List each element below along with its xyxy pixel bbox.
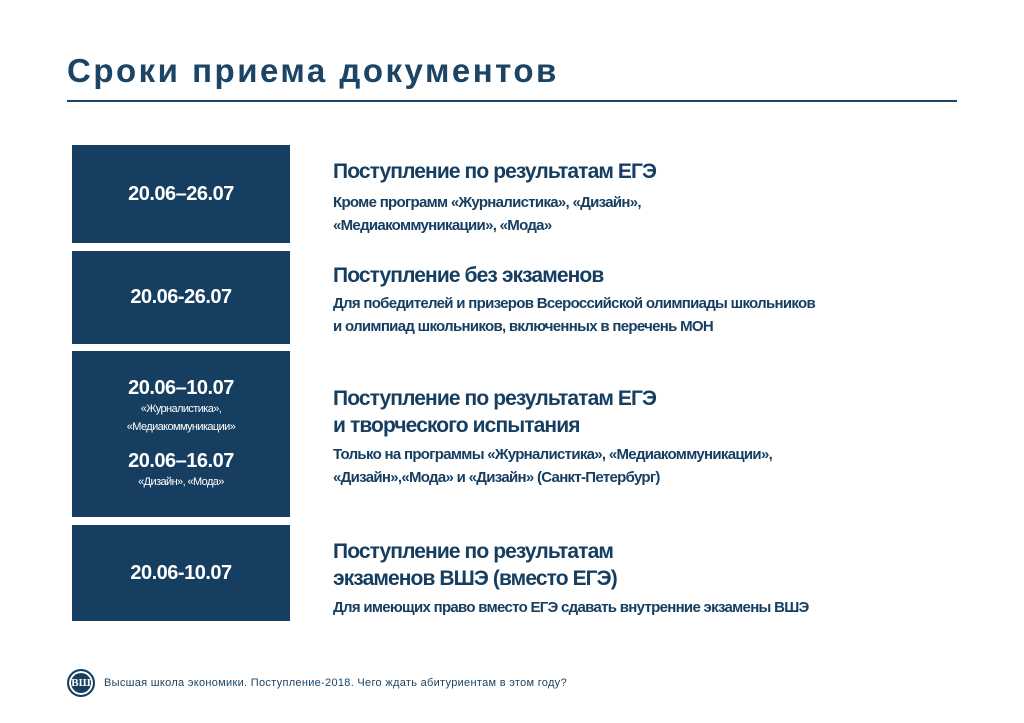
date-range: 20.06-26.07 [130, 286, 232, 308]
title-divider [67, 100, 957, 102]
date-range: 20.06–16.07 [128, 450, 234, 472]
date-box-4 [72, 525, 290, 621]
date-range: 20.06-10.07 [130, 561, 232, 584]
heading-line: Поступление без экзаменов [333, 264, 604, 287]
admission-item-2 [333, 262, 815, 338]
description-line: Только на программы «Журналистика», «Медиакоммуникации», [333, 446, 773, 463]
admission-heading [333, 385, 772, 439]
description-line: Для имеющих право вместо ЕГЭ сдавать внутренние экзамены ВШЭ [333, 599, 809, 616]
program-note: «Медиакоммуникации» [126, 421, 236, 433]
heading-line: Поступление по результатам [333, 540, 613, 563]
admission-description [333, 292, 815, 338]
date-box-3 [72, 351, 290, 517]
admission-heading [333, 262, 815, 289]
admission-heading [333, 538, 809, 592]
description-line: «Дизайн»,«Мода» и «Дизайн» (Санкт-Петербург) [333, 469, 660, 486]
admission-description [333, 443, 772, 489]
page-title: Сроки приема документов [67, 52, 559, 89]
description-line: Для победителей и призеров Всероссийской олимпиады школьников [333, 295, 815, 312]
description-line: «Медиакоммуникации», «Мода» [333, 217, 552, 234]
admission-item-1 [333, 158, 656, 237]
description-line: Кроме программ «Журналистика», «Дизайн», [333, 194, 641, 211]
date-box-2 [72, 251, 290, 344]
program-note: «Журналистика», [140, 403, 222, 415]
heading-line: Поступление по результатам ЕГЭ [333, 160, 657, 183]
description-line: и олимпиад школьников, включенных в перечень МОН [333, 318, 713, 335]
admission-description [333, 596, 809, 619]
heading-line: и творческого испытания [333, 414, 580, 437]
date-box-1 [72, 145, 290, 243]
hse-logo-icon: ВШ [67, 669, 95, 697]
heading-line: экзаменов ВШЭ (вместо ЕГЭ) [333, 567, 617, 590]
program-note: «Дизайн», «Мода» [138, 476, 224, 488]
admission-item-4 [333, 538, 809, 619]
footer-text: Высшая школа экономики. Поступление-2018. Чего ждать абитуриентам в этом году? [104, 677, 567, 689]
date-range: 20.06–10.07 [128, 377, 234, 399]
admission-description [333, 191, 656, 237]
admission-heading [333, 158, 656, 185]
date-range: 20.06–26.07 [128, 182, 234, 205]
admission-item-3 [333, 385, 772, 489]
footer [67, 669, 567, 697]
heading-line: Поступление по результатам ЕГЭ [333, 387, 657, 410]
